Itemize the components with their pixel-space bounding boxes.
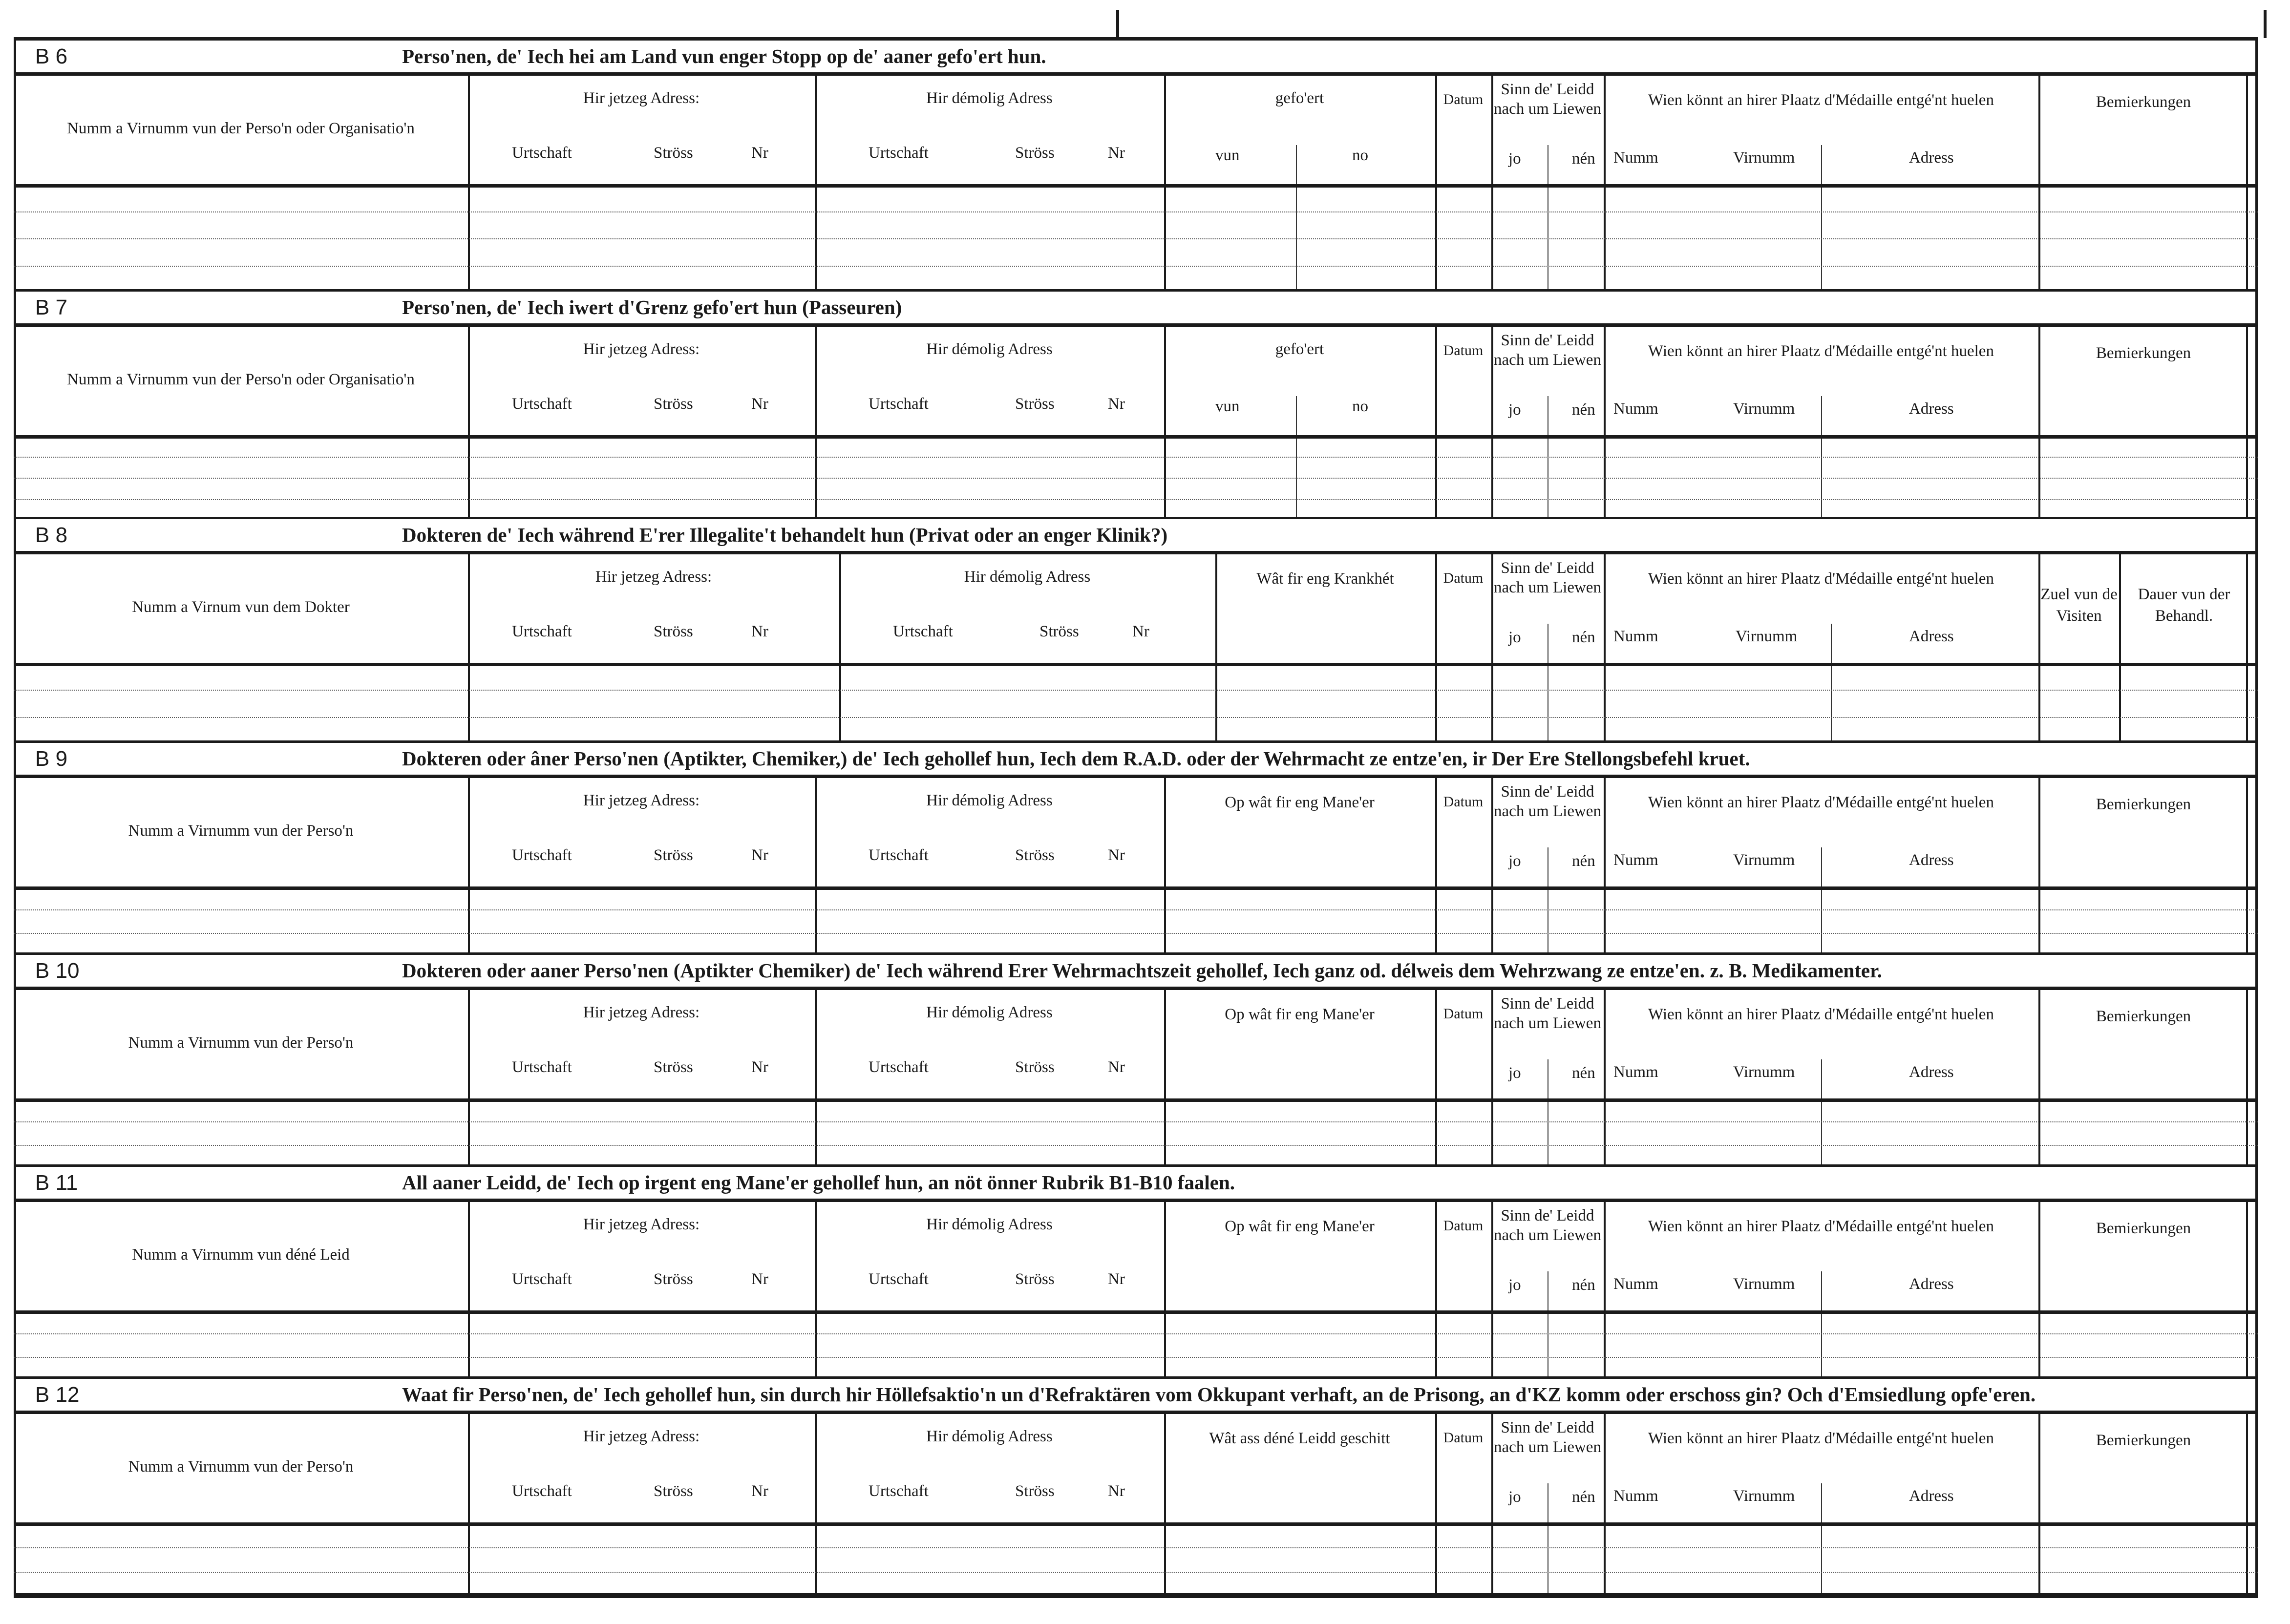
section-title-row (14, 1164, 2258, 1199)
to-subheader: no (1352, 147, 1368, 164)
form-bottom-rule (14, 1593, 2258, 1597)
number-subheader: Nr (1132, 623, 1149, 640)
medal-recipient-header: Wien könnt an hirer Plaatz d'Médaille entgé'nt huelen (1648, 1218, 1994, 1235)
section-b10 (14, 952, 2258, 1164)
column-rule (1491, 778, 1493, 952)
address-subheader: Adress (1909, 400, 1954, 418)
remarks-header: Bemierkungen (2096, 1008, 2191, 1025)
number-subheader: Nr (1108, 1270, 1125, 1288)
no-subheader: nén (1572, 401, 1595, 419)
registration-mark-right (2264, 10, 2267, 38)
conveyed-header: gefo'ert (1275, 340, 1324, 358)
entry-row-line (14, 211, 2258, 212)
column-rule (1604, 76, 1606, 289)
section-title-row (14, 952, 2258, 987)
place-subheader: Urtschaft (512, 846, 572, 864)
sub-column-rule (1821, 1059, 1822, 1164)
number-subheader: Nr (1108, 846, 1125, 864)
reason-header: Op wât fir eng Mane'er (1225, 794, 1375, 811)
conveyed-header: gefo'ert (1275, 89, 1324, 107)
number-subheader: Nr (751, 623, 768, 640)
street-subheader: Ströss (1015, 395, 1055, 413)
header-rule (14, 1310, 2258, 1314)
former-address-header: Hir démolig Adress (926, 340, 1053, 358)
surname-subheader: Numm (1613, 628, 1658, 645)
yes-subheader: jo (1508, 150, 1521, 168)
entry-row-line (14, 1547, 2258, 1548)
former-address-header: Hir démolig Adress (926, 1004, 1053, 1021)
name-column-header: Numm a Virnumm vun déné Leid (132, 1246, 350, 1264)
section-table (14, 1199, 2258, 1376)
name-column-header: Numm a Virnumm vun der Perso'n (128, 1034, 354, 1052)
header-rule (14, 184, 2258, 188)
number-subheader: Nr (1108, 1482, 1125, 1500)
remarks-header: Bemierkungen (2096, 796, 2191, 813)
section-title: All aaner Leidd, de' Iech op irgent eng Mane'er gehollef hun, an nöt önner Rubrik B1-B10 faalen. (402, 1171, 1235, 1194)
entry-row-line (14, 717, 2258, 718)
date-header: Datum (1443, 794, 1484, 810)
header-rule (14, 1522, 2258, 1526)
entry-row-line (14, 933, 2258, 934)
column-rule (2119, 554, 2121, 740)
column-rule (1604, 554, 1606, 740)
former-address-header: Hir démolig Adress (926, 1216, 1053, 1233)
entry-row-line (14, 499, 2258, 500)
number-subheader: Nr (1108, 144, 1125, 162)
column-rule (1604, 990, 1606, 1164)
alive-header: Sinn de' Leidd nach um Liewen (1494, 783, 1601, 820)
no-subheader: nén (1572, 1488, 1595, 1506)
header-rule (14, 663, 2258, 666)
section-title-row (14, 289, 2258, 323)
firstname-subheader: Virnumm (1736, 628, 1798, 645)
no-subheader: nén (1572, 852, 1595, 870)
to-subheader: no (1352, 398, 1368, 415)
column-rule (1604, 327, 1606, 517)
place-subheader: Urtschaft (893, 623, 953, 640)
remarks-header: Bemierkungen (2096, 1220, 2191, 1237)
name-column-header: Numm a Virnum vun dem Dokter (132, 598, 350, 616)
section-title: Perso'nen, de' Iech iwert d'Grenz gefo'ert hun (Passeuren) (402, 296, 902, 318)
address-subheader: Adress (1909, 149, 1954, 167)
medal-recipient-header: Wien könnt an hirer Plaatz d'Médaille entgé'nt huelen (1648, 794, 1994, 811)
current-address-header: Hir jetzeg Adress: (583, 89, 700, 107)
sub-column-rule (1821, 1483, 1822, 1593)
yes-subheader: jo (1508, 1488, 1521, 1506)
from-subheader: vun (1215, 398, 1240, 415)
address-subheader: Adress (1909, 1063, 1954, 1081)
column-rule (1491, 554, 1493, 740)
section-title-row (14, 1376, 2258, 1411)
section-table (14, 987, 2258, 1164)
section-table (14, 775, 2258, 952)
column-rule (1604, 1414, 1606, 1593)
number-subheader: Nr (751, 1058, 768, 1076)
street-subheader: Ströss (654, 1482, 693, 1500)
address-subheader: Adress (1909, 851, 1954, 869)
section-b9 (14, 740, 2258, 952)
place-subheader: Urtschaft (512, 1270, 572, 1288)
street-subheader: Ströss (654, 1270, 693, 1288)
address-subheader: Adress (1909, 1487, 1954, 1505)
street-subheader: Ströss (654, 1058, 693, 1076)
column-rule (1491, 327, 1493, 517)
street-subheader: Ströss (1015, 1058, 1055, 1076)
header-rule (14, 886, 2258, 890)
place-subheader: Urtschaft (512, 1482, 572, 1500)
column-rule (1604, 778, 1606, 952)
sub-column-rule (1831, 624, 1832, 740)
firstname-subheader: Virnumm (1733, 1063, 1795, 1081)
address-subheader: Adress (1909, 628, 1954, 645)
column-rule-right (2246, 554, 2248, 740)
entry-row-line (14, 1145, 2258, 1146)
address-subheader: Adress (1909, 1275, 1954, 1293)
entry-row-line (14, 1572, 2258, 1573)
column-rule (1604, 1202, 1606, 1376)
former-address-header: Hir démolig Adress (926, 1428, 1053, 1445)
entry-row-line (14, 238, 2258, 239)
street-subheader: Ströss (654, 395, 693, 413)
street-subheader: Ströss (1015, 846, 1055, 864)
no-subheader: nén (1572, 150, 1595, 168)
section-title-row (14, 38, 2258, 72)
column-rule (1491, 990, 1493, 1164)
visits-count-header: Zuel vun de Visiten (2040, 586, 2118, 625)
firstname-subheader: Virnumm (1733, 1275, 1795, 1293)
place-subheader: Urtschaft (512, 395, 572, 413)
current-address-header: Hir jetzeg Adress: (595, 568, 712, 586)
yes-subheader: jo (1508, 852, 1521, 870)
number-subheader: Nr (1108, 1058, 1125, 1076)
medal-recipient-header: Wien könnt an hirer Plaatz d'Médaille entgé'nt huelen (1648, 91, 1994, 109)
place-subheader: Urtschaft (869, 1058, 929, 1076)
entry-row-line (14, 266, 2258, 267)
sub-column-rule (1821, 847, 1822, 952)
street-subheader: Ströss (654, 623, 693, 640)
column-rule (1491, 1202, 1493, 1376)
current-address-header: Hir jetzeg Adress: (583, 340, 700, 358)
from-subheader: vun (1215, 147, 1240, 164)
section-title: Perso'nen, de' Iech hei am Land vun enger Stopp op de' aaner gefo'ert hun. (402, 45, 1046, 67)
firstname-subheader: Virnumm (1733, 851, 1795, 869)
surname-subheader: Numm (1613, 1487, 1658, 1505)
yes-subheader: jo (1508, 629, 1521, 646)
section-table (14, 72, 2258, 289)
firstname-subheader: Virnumm (1733, 400, 1795, 418)
former-address-header: Hir démolig Adress (926, 89, 1053, 107)
section-title: Dokteren de' Iech während E'rer Illegalite't behandelt hun (Privat oder an enger Klinik?) (402, 524, 1168, 546)
registration-mark-left (1116, 10, 1119, 38)
entry-row-line (14, 690, 2258, 691)
place-subheader: Urtschaft (869, 395, 929, 413)
number-subheader: Nr (751, 846, 768, 864)
alive-header: Sinn de' Leidd nach um Liewen (1494, 332, 1601, 369)
section-title: Dokteren oder âner Perso'nen (Aptikter, Chemiker,) de' Iech gehollef hun, Iech dem R.A.D. oder der Wehrmacht ze entze'en, ir Der Ere Stellongsbefehl kruet. (402, 747, 1750, 770)
medal-recipient-header: Wien könnt an hirer Plaatz d'Médaille entgé'nt huelen (1648, 1430, 1994, 1447)
place-subheader: Urtschaft (512, 623, 572, 640)
section-code: B 7 (35, 295, 68, 319)
name-column-header: Numm a Virnumm vun der Perso'n oder Organisatio'n (67, 120, 415, 137)
street-subheader: Ströss (1015, 1482, 1055, 1500)
reason-header: Op wât fir eng Mane'er (1225, 1006, 1375, 1023)
column-rule (468, 76, 470, 289)
section-title-row (14, 517, 2258, 551)
column-rule (1164, 1414, 1166, 1593)
current-address-header: Hir jetzeg Adress: (583, 1428, 700, 1445)
header-rule (14, 1098, 2258, 1102)
entry-row-line (14, 1333, 2258, 1334)
number-subheader: Nr (751, 1270, 768, 1288)
current-address-header: Hir jetzeg Adress: (583, 1216, 700, 1233)
entry-row-line (14, 1121, 2258, 1122)
column-rule (1164, 990, 1166, 1164)
name-column-header: Numm a Virnumm vun der Perso'n (128, 1458, 354, 1476)
surname-subheader: Numm (1613, 1275, 1658, 1293)
section-table (14, 1411, 2258, 1593)
reason-header: Op wât fir eng Mane'er (1225, 1218, 1375, 1235)
remarks-header: Bemierkungen (2096, 93, 2191, 111)
treatment-duration-header: Dauer vun der Behandl. (2138, 586, 2230, 625)
yes-subheader: jo (1508, 1276, 1521, 1294)
medal-recipient-header: Wien könnt an hirer Plaatz d'Médaille entgé'nt huelen (1648, 1006, 1994, 1023)
current-address-header: Hir jetzeg Adress: (583, 1004, 700, 1021)
section-title: Dokteren oder aaner Perso'nen (Aptikter Chemiker) de' Iech während Erer Wehrmachtszeit gehollef, Iech ganz od. délweis dem Wehrzwang ze entze'en. z. B. Medikamenter. (402, 959, 1882, 982)
no-subheader: nén (1572, 1064, 1595, 1082)
firstname-subheader: Virnumm (1733, 149, 1795, 167)
column-rule (1491, 76, 1493, 289)
place-subheader: Urtschaft (869, 144, 929, 162)
firstname-subheader: Virnumm (1733, 1487, 1795, 1505)
current-address-header: Hir jetzeg Adress: (583, 792, 700, 809)
sub-column-rule (1821, 145, 1822, 289)
section-table (14, 323, 2258, 517)
street-subheader: Ströss (1015, 1270, 1055, 1288)
street-subheader: Ströss (1039, 623, 1079, 640)
place-subheader: Urtschaft (512, 1058, 572, 1076)
column-rule (815, 76, 817, 289)
number-subheader: Nr (751, 1482, 768, 1500)
section-title-row (14, 740, 2258, 775)
section-b8 (14, 517, 2258, 740)
no-subheader: nén (1572, 629, 1595, 646)
section-code: B 6 (35, 44, 68, 68)
section-code: B 12 (35, 1383, 80, 1407)
place-subheader: Urtschaft (869, 846, 929, 864)
surname-subheader: Numm (1613, 400, 1658, 418)
medal-recipient-header: Wien könnt an hirer Plaatz d'Médaille entgé'nt huelen (1648, 570, 1994, 588)
entry-row-line (14, 457, 2258, 458)
section-title: Waat fir Perso'nen, de' Iech gehollef hun, sin durch hir Höllefsaktio'n un d'Refraktären vom Okkupant verhaft, an de Prisong, an d'KZ komm oder erschoss gin? Och d'Emsiedlung opfe'eren. (402, 1383, 2036, 1406)
surname-subheader: Numm (1613, 1063, 1658, 1081)
column-rule (1215, 554, 1217, 740)
column-rule (2038, 554, 2040, 740)
header-rule (14, 435, 2258, 439)
alive-header: Sinn de' Leidd nach um Liewen (1494, 995, 1601, 1032)
date-header: Datum (1443, 1006, 1484, 1022)
column-rule (1164, 76, 1166, 289)
alive-header: Sinn de' Leidd nach um Liewen (1494, 1207, 1601, 1244)
date-header: Datum (1443, 91, 1484, 107)
alive-header: Sinn de' Leidd nach um Liewen (1494, 81, 1601, 118)
alive-header: Sinn de' Leidd nach um Liewen (1494, 1419, 1601, 1456)
number-subheader: Nr (751, 144, 768, 162)
section-table (14, 551, 2258, 740)
alive-header: Sinn de' Leidd nach um Liewen (1494, 559, 1601, 596)
medal-recipient-header: Wien könnt an hirer Plaatz d'Médaille entgé'nt huelen (1648, 342, 1994, 360)
entry-row-line (14, 478, 2258, 479)
reason-header: Wât ass déné Leidd geschitt (1209, 1430, 1390, 1447)
name-column-header: Numm a Virnumm vun der Perso'n oder Organisatio'n (67, 371, 415, 388)
column-rule (1164, 778, 1166, 952)
place-subheader: Urtschaft (512, 144, 572, 162)
yes-subheader: jo (1508, 401, 1521, 419)
number-subheader: Nr (751, 395, 768, 413)
section-b7 (14, 289, 2258, 517)
former-address-header: Hir démolig Adress (964, 568, 1091, 586)
surname-subheader: Numm (1613, 149, 1658, 167)
date-header: Datum (1443, 570, 1484, 586)
entry-row-line (14, 909, 2258, 910)
section-code: B 9 (35, 747, 68, 771)
sub-column-rule (1296, 145, 1297, 289)
place-subheader: Urtschaft (869, 1482, 929, 1500)
reason-header: Wât fir eng Krankhét (1256, 570, 1394, 588)
remarks-header: Bemierkungen (2096, 344, 2191, 362)
number-subheader: Nr (1108, 395, 1125, 413)
date-header: Datum (1443, 1430, 1484, 1446)
section-b12 (14, 1376, 2258, 1593)
column-rule (1164, 1202, 1166, 1376)
section-b6 (14, 38, 2258, 289)
street-subheader: Ströss (654, 846, 693, 864)
remarks-header: Bemierkungen (2096, 1432, 2191, 1449)
section-b11 (14, 1164, 2258, 1376)
section-code: B 10 (35, 959, 80, 983)
street-subheader: Ströss (1015, 144, 1055, 162)
entry-row-line (14, 1357, 2258, 1358)
yes-subheader: jo (1508, 1064, 1521, 1082)
former-address-header: Hir démolig Adress (926, 792, 1053, 809)
no-subheader: nén (1572, 1276, 1595, 1294)
section-code: B 8 (35, 523, 68, 547)
name-column-header: Numm a Virnumm vun der Perso'n (128, 822, 354, 840)
date-header: Datum (1443, 1218, 1484, 1234)
sub-column-rule (1821, 1271, 1822, 1376)
date-header: Datum (1443, 342, 1484, 359)
place-subheader: Urtschaft (869, 1270, 929, 1288)
surname-subheader: Numm (1613, 851, 1658, 869)
column-rule (1491, 1414, 1493, 1593)
section-code: B 11 (35, 1171, 78, 1195)
street-subheader: Ströss (654, 144, 693, 162)
